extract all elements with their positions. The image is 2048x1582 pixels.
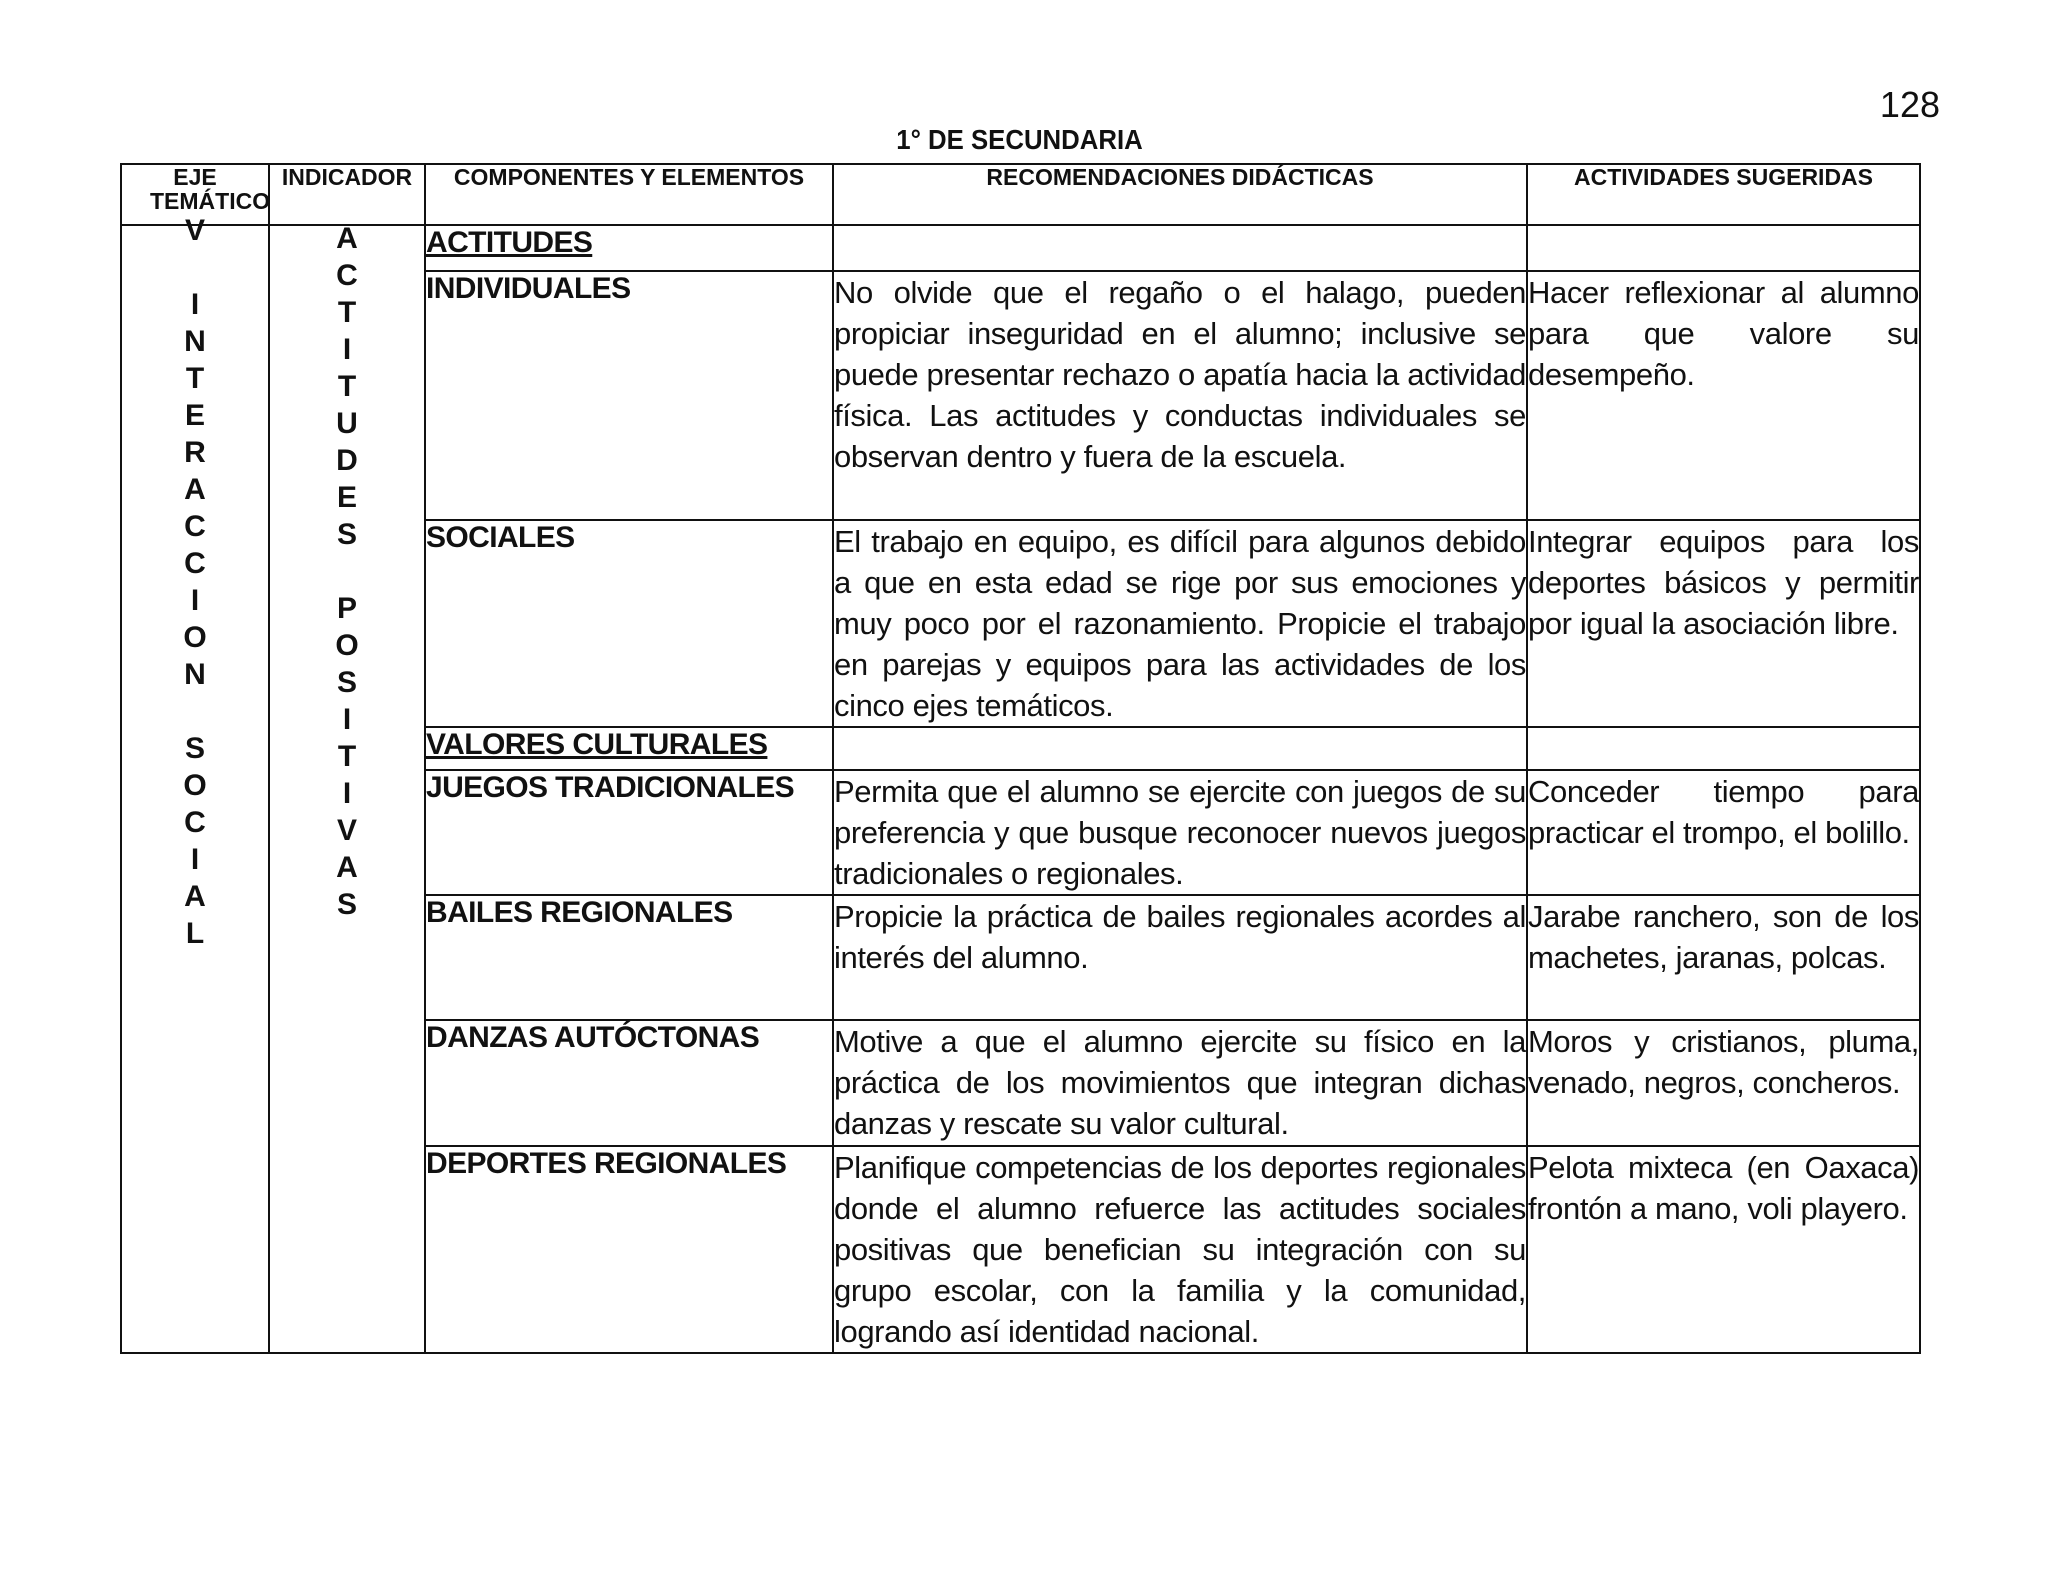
eje-tematico-letter: C	[184, 806, 206, 839]
recommendation-cell	[833, 727, 1527, 770]
indicador-letter: S	[336, 518, 357, 551]
activity-cell	[1527, 727, 1920, 770]
indicador-letter: A	[336, 851, 358, 884]
recommendation-cell: Propicie la práctica de bailes regionales acordes al interés del alumno.	[833, 895, 1527, 1020]
indicador-letter: E	[336, 481, 357, 514]
eje-tematico-letter: L	[185, 917, 205, 950]
indicador-letter: C	[336, 259, 358, 292]
eje-tematico-letter: I	[190, 843, 200, 876]
indicador-letter: I	[342, 777, 352, 810]
indicador-letter: P	[336, 592, 357, 625]
eje-tematico-letter: A	[184, 473, 206, 506]
page-number: 128	[1879, 84, 1940, 125]
recommendation-cell: No olvide que el regaño o el halago, pueden propiciar inseguridad en el alumno; inclusive se puede presentar rechazo o apatía hacia la actividad física. Las actitudes y conductas individuales se observan dentro y fuera de la escuela.	[833, 271, 1527, 520]
component-cell	[425, 520, 833, 727]
recommendation-cell: Planifique competencias de los deportes regionales donde el alumno refuerce las actitudes sociales positivas que benefician su integración con su grupo escolar, con la familia y la comunidad, logrando así identidad nacional.	[833, 1146, 1527, 1353]
activity-cell	[1527, 225, 1920, 271]
curriculum-table	[120, 163, 1921, 1354]
eje-tematico-letter: C	[184, 510, 206, 543]
header-componentes: COMPONENTES Y ELEMENTOS	[425, 164, 833, 225]
activity-cell: Hacer reflexionar al alumno para que valore su desempeño.	[1527, 271, 1920, 520]
table-row	[121, 225, 1920, 271]
activity-cell: Pelota mixteca (en Oaxaca) frontón a mano, voli playero.	[1527, 1146, 1920, 1353]
component-label: BAILES REGIONALES	[426, 896, 733, 929]
indicador-letter: S	[336, 888, 357, 921]
component-label: INDIVIDUALES	[426, 272, 631, 305]
recommendation-cell: El trabajo en equipo, es difícil para algunos debido a que en esta edad se rige por sus emociones y muy poco por el razonamiento. Propicie el trabajo en parejas y equipos para las actividades de los cinco ejes temáticos.	[833, 520, 1527, 727]
eje-tematico-letter	[122, 249, 268, 286]
indicador-vertical-text	[270, 220, 424, 923]
recommendation-cell: Motive a que el alumno ejercite su físico en la práctica de los movimientos que integran dichas danzas y rescate su valor cultural.	[833, 1020, 1527, 1146]
eje-tematico-letter: S	[184, 732, 205, 765]
header-actividades: ACTIVIDADES SUGERIDAS	[1527, 164, 1920, 225]
header-indicador: INDICADOR	[269, 164, 425, 225]
eje-tematico-letter: A	[184, 880, 206, 913]
indicador-letter: T	[337, 370, 357, 403]
component-cell	[425, 271, 833, 520]
eje-tematico-vertical-text	[122, 212, 268, 952]
eje-tematico-letter: R	[184, 436, 206, 469]
eje-tematico-letter: V	[184, 214, 205, 247]
component-cell	[425, 1020, 833, 1146]
component-label: VALORES CULTURALES	[426, 728, 768, 761]
component-cell	[425, 225, 833, 271]
header-row	[121, 164, 1920, 225]
indicador-letter: I	[342, 703, 352, 736]
eje-tematico-letter: I	[190, 288, 200, 321]
activity-cell: Moros y cristianos, pluma, venado, negros, concheros.	[1527, 1020, 1920, 1146]
eje-tematico-letter: O	[183, 621, 207, 654]
component-cell	[425, 727, 833, 770]
component-cell	[425, 1146, 833, 1353]
header-recomendaciones: RECOMENDACIONES DIDÁCTICAS	[833, 164, 1527, 225]
indicador-letter: T	[337, 740, 357, 773]
indicador-letter	[270, 553, 424, 590]
indicador-letter: A	[336, 222, 358, 255]
eje-tematico-letter: I	[190, 584, 200, 617]
activity-cell: Conceder tiempo para practicar el trompo, el bolillo.	[1527, 770, 1920, 895]
activity-cell: Jarabe ranchero, son de los machetes, jaranas, polcas.	[1527, 895, 1920, 1020]
recommendation-cell: Permita que el alumno se ejercite con juegos de su preferencia y que busque reconocer nuevos juegos tradicionales o regionales.	[833, 770, 1527, 895]
component-label: DANZAS AUTÓCTONAS	[426, 1021, 760, 1054]
indicador-letter: S	[336, 666, 357, 699]
eje-tematico-letter	[122, 693, 268, 730]
component-cell	[425, 770, 833, 895]
indicador-letter: I	[342, 333, 352, 366]
component-label: DEPORTES REGIONALES	[426, 1147, 787, 1180]
activity-cell: Integrar equipos para los deportes básicos y permitir por igual la asociación libre.	[1527, 520, 1920, 727]
indicador-letter: O	[335, 629, 359, 662]
eje-tematico-letter: E	[184, 399, 205, 432]
indicador-letter: T	[337, 296, 357, 329]
table-body	[121, 214, 1920, 1353]
recommendation-cell	[833, 225, 1527, 271]
indicador-letter: V	[336, 814, 357, 847]
eje-tematico-cell	[121, 214, 269, 1353]
indicador-letter: D	[336, 444, 358, 477]
eje-tematico-letter: N	[184, 325, 206, 358]
component-cell	[425, 895, 833, 1020]
header-eje-tematico-label: EJE TEMÁTICO	[150, 164, 271, 215]
document-title: 1° DE SECUNDARIA	[896, 124, 1143, 155]
component-label: JUEGOS TRADICIONALES	[426, 771, 795, 804]
indicador-cell	[269, 222, 425, 1353]
component-label: ACTITUDES	[426, 226, 593, 259]
component-label: SOCIALES	[426, 521, 575, 554]
eje-tematico-letter: N	[184, 658, 206, 691]
eje-tematico-letter: T	[185, 362, 205, 395]
eje-tematico-letter: C	[184, 547, 206, 580]
indicador-letter: U	[336, 407, 358, 440]
eje-tematico-letter: O	[183, 769, 207, 802]
